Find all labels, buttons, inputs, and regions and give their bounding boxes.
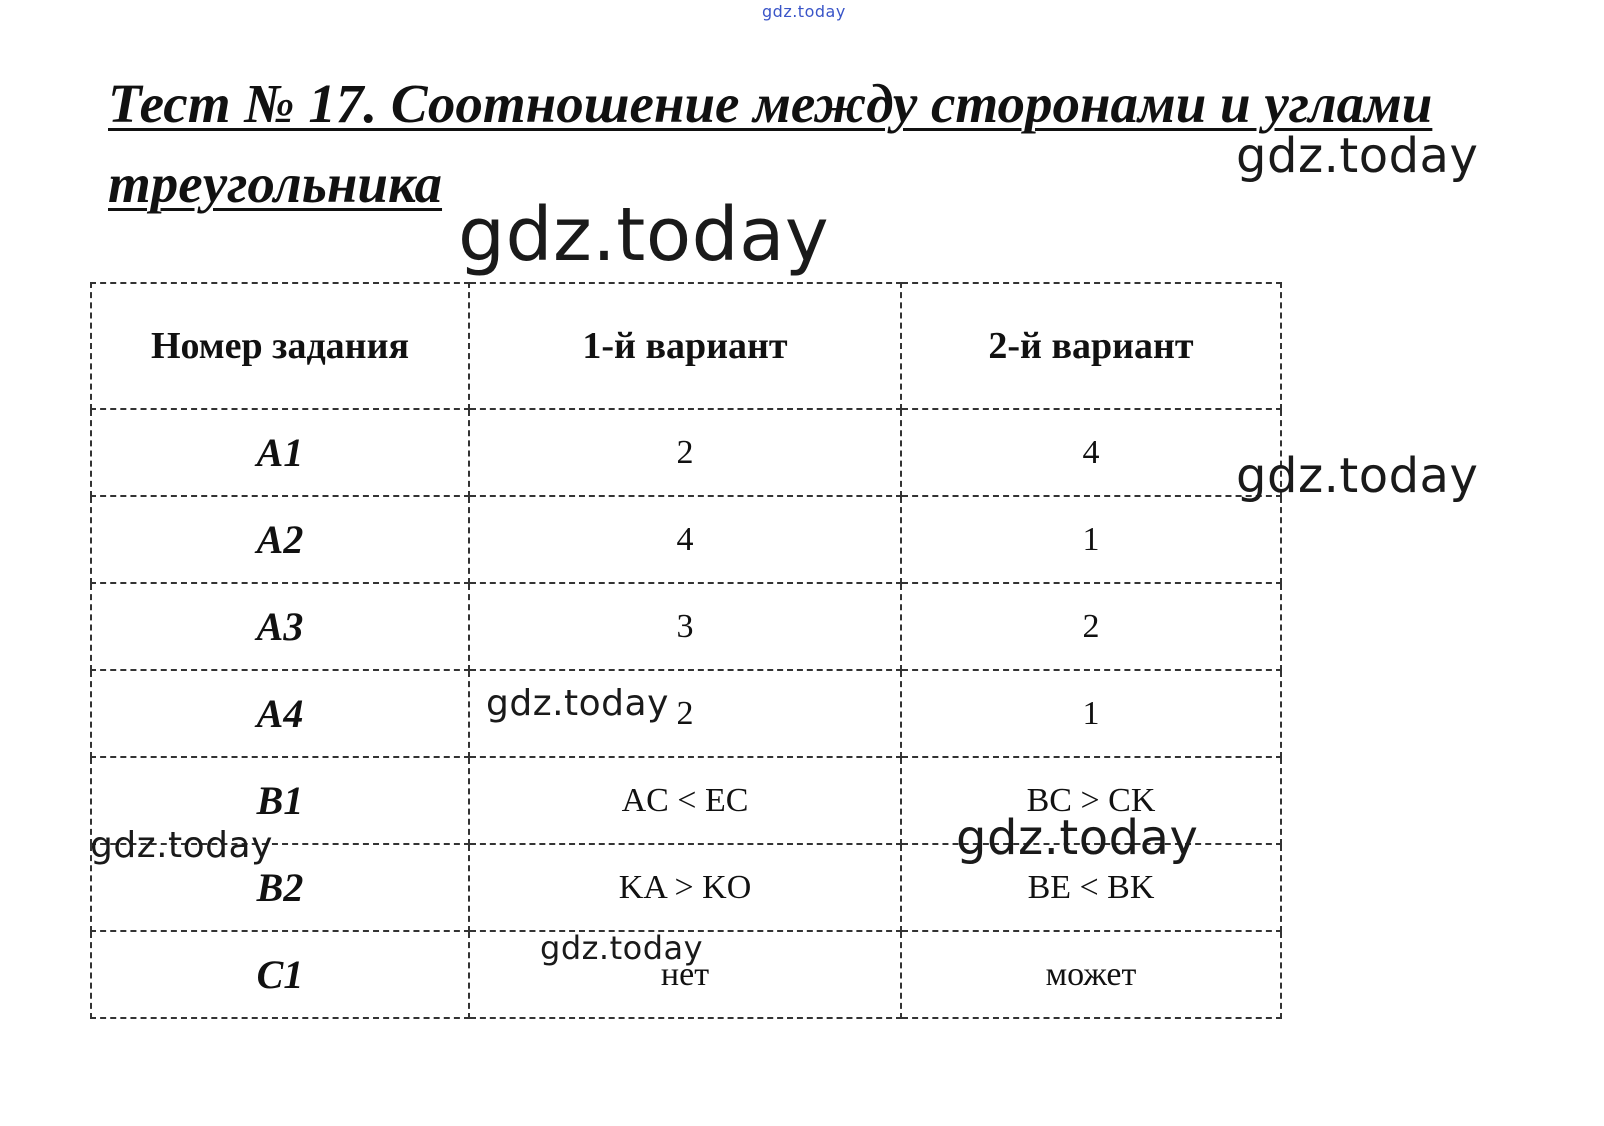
header-variant-2: 2-й вариант [901, 283, 1281, 409]
task-number: B1 [91, 757, 469, 844]
watermark-right: gdz.today [1236, 448, 1479, 504]
variant-2-answer: 1 [901, 670, 1281, 757]
watermark-left: gdz.today [90, 825, 273, 866]
page-title: Тест № 17. Соотношение между сторонами и углами треугольника [108, 73, 1433, 214]
table-row [91, 496, 1281, 583]
variant-1-answer: AC < EC [469, 757, 901, 844]
table-row [91, 583, 1281, 670]
variant-1-answer: KA > KO [469, 844, 901, 931]
table-row [91, 670, 1281, 757]
variant-1-answer: нет [469, 931, 901, 1018]
variant-1-answer: 2 [469, 409, 901, 496]
watermark-top: gdz.today [762, 2, 846, 21]
answers-table [90, 282, 1282, 1019]
task-number: C1 [91, 931, 469, 1018]
watermark-large: gdz.today [458, 192, 830, 278]
variant-2-answer: BE < BK [901, 844, 1281, 931]
task-number: A3 [91, 583, 469, 670]
task-number: A1 [91, 409, 469, 496]
variant-2-answer: 1 [901, 496, 1281, 583]
variant-2-answer: 2 [901, 583, 1281, 670]
watermark-row-c1: gdz.today [540, 929, 704, 967]
table-row [91, 409, 1281, 496]
table-header-row [91, 283, 1281, 409]
task-number: B2 [91, 844, 469, 931]
header-task-number: Номер задания [91, 283, 469, 409]
watermark-row-a4: gdz.today [486, 683, 669, 724]
variant-2-answer: BC > CK [901, 757, 1281, 844]
watermark-top-right: gdz.today [1236, 128, 1479, 184]
variant-1-answer: 3 [469, 583, 901, 670]
task-number: A4 [91, 670, 469, 757]
variant-2-answer: может [901, 931, 1281, 1018]
variant-2-answer: 4 [901, 409, 1281, 496]
watermark-middle: gdz.today [956, 810, 1199, 866]
variant-1-answer: 2 [469, 670, 901, 757]
variant-1-answer: 4 [469, 496, 901, 583]
header-variant-1: 1-й вариант [469, 283, 901, 409]
task-number: A2 [91, 496, 469, 583]
